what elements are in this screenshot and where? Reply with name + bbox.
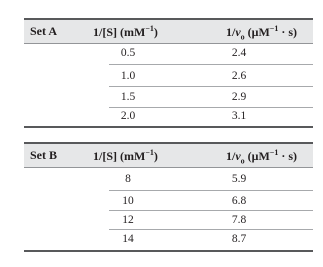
set-b-row-2-inv-s: 10 [122, 195, 134, 207]
set-a-row-3-inv-v: 2.9 [231, 91, 247, 103]
set-a-row-2-inv-v: 2.6 [231, 70, 247, 82]
set-b-row-4-inv-v: 8.7 [231, 233, 247, 245]
set-b-row-3-inv-v: 7.8 [231, 214, 247, 226]
set-b-row-4-inv-s: 14 [122, 233, 134, 245]
set-a-row-2-inv-s: 1.0 [120, 70, 136, 82]
set-a-label: Set A [30, 24, 57, 38]
set-b-bottom-rule [24, 250, 313, 252]
set-a-col-inv-substrate: 1/[S] $(mM^{-1})$ [93, 24, 158, 39]
set-b-header [24, 142, 313, 168]
row-divider [109, 229, 313, 230]
set-a-row-3-inv-s: 1.5 [120, 91, 136, 103]
set-b-col-inv-velocity: $1/v_o$ $(\mu M^{-1} \cdot s)$ [226, 148, 298, 166]
row-divider [109, 210, 313, 211]
row-divider [109, 190, 313, 191]
set-b-row-2-inv-v: 6.8 [231, 195, 247, 207]
set-a-row-4-inv-s: 2.0 [120, 110, 136, 122]
row-divider [109, 86, 313, 87]
set-a-row-1-inv-s: 0.5 [120, 47, 136, 59]
set-a-header [24, 18, 313, 44]
set-b-row-3-inv-s: 12 [122, 214, 134, 226]
row-divider [109, 107, 313, 108]
set-a-row-1-inv-v: 2.4 [231, 47, 247, 59]
set-a-row-4-inv-v: 3.1 [231, 110, 247, 122]
set-b-row-1-inv-s: 8 [125, 173, 131, 185]
row-divider [109, 64, 313, 65]
set-b-row-1-inv-v: 5.9 [231, 173, 247, 185]
set-b-col-inv-substrate: 1/[S] $(mM^{-1})$ [93, 148, 158, 163]
set-a-col-inv-velocity: $1/v_o$ $(\mu M^{-1} \cdot s)$ [226, 24, 298, 42]
set-a-bottom-rule [24, 126, 313, 128]
set-b-label: Set B [30, 148, 57, 162]
